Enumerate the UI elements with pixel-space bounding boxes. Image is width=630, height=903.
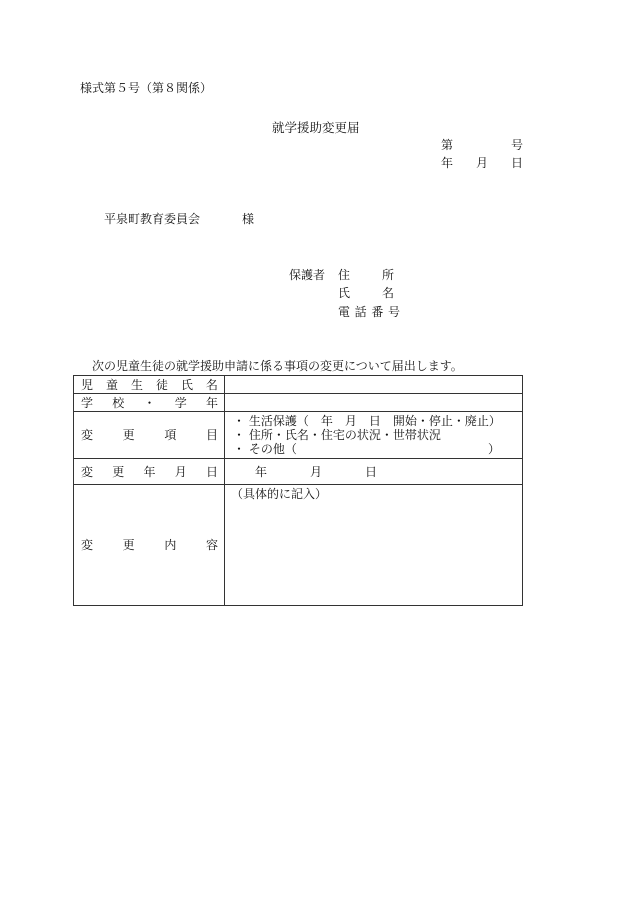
change-date-year: 年 — [255, 464, 268, 479]
addressee-honorific: 様 — [242, 212, 255, 226]
option-address-name-housing[interactable]: ・ 住所・氏名・住宅の状況・世帯状況 — [233, 428, 441, 442]
student-name-label — [74, 376, 225, 394]
label-char: 更 — [112, 464, 125, 479]
form-title: 就学援助変更届 — [272, 120, 360, 135]
label-char: 童 — [105, 377, 118, 392]
school-grade-label — [74, 394, 225, 412]
label-char: 変 — [81, 428, 94, 442]
document-number-line — [441, 138, 523, 152]
guardian-address-label — [338, 268, 394, 282]
change-form-table — [73, 375, 523, 606]
label-char: 項 — [164, 428, 177, 442]
number-suffix: 号 — [510, 138, 523, 152]
label-char: 内 — [164, 538, 177, 552]
change-content-label — [74, 485, 225, 606]
label-char: 月 — [174, 464, 187, 479]
label-char: 更 — [122, 428, 135, 442]
change-items-label — [74, 412, 225, 459]
label-char: 住 — [338, 268, 351, 282]
change-date-label — [74, 459, 225, 485]
label-char: 話 — [354, 305, 367, 319]
label-char: ・ — [143, 395, 156, 410]
school-grade-field[interactable] — [225, 394, 523, 412]
label-char: 学 — [81, 395, 94, 410]
label-char: 氏 — [338, 286, 351, 300]
option-other-close-paren: ） — [488, 442, 501, 456]
table-row-change-content — [74, 485, 523, 606]
guardian-name-label — [338, 286, 394, 300]
option-other-text: ・ その他（ — [233, 442, 297, 456]
guardian-label: 保護者 — [289, 268, 326, 282]
document-date-line — [441, 156, 523, 170]
date-year: 年 — [441, 156, 454, 170]
form-number: 様式第５号（第８関係） — [80, 81, 213, 95]
label-char: 児 — [81, 377, 94, 392]
label-char: 氏 — [180, 377, 193, 392]
table-row-student-name — [74, 376, 523, 394]
label-char: 学 — [174, 395, 187, 410]
number-prefix: 第 — [441, 138, 454, 152]
label-char: 生 — [130, 377, 143, 392]
table-row-change-date — [74, 459, 523, 485]
guardian-phone-label — [338, 305, 400, 319]
label-char: 徒 — [155, 377, 168, 392]
label-char: 更 — [122, 538, 135, 552]
label-char: 目 — [205, 428, 218, 442]
label-char: 年 — [205, 395, 218, 410]
label-char: 番 — [371, 305, 384, 319]
label-char: 容 — [205, 538, 218, 552]
label-char: 校 — [112, 395, 125, 410]
label-char: 変 — [81, 464, 94, 479]
table-row-change-items — [74, 412, 523, 459]
date-month: 月 — [475, 156, 488, 170]
option-other[interactable] — [225, 442, 522, 456]
change-content-field[interactable] — [225, 485, 523, 606]
table-row-school-grade — [74, 394, 523, 412]
label-char: 年 — [143, 464, 156, 479]
label-char: 名 — [381, 286, 394, 300]
label-char: 日 — [205, 464, 218, 479]
label-char: 電 — [338, 305, 351, 319]
change-date-month: 月 — [310, 464, 323, 479]
change-date-day: 日 — [365, 464, 378, 479]
option-welfare[interactable]: ・ 生活保護（ 年 月 日 開始・停止・廃止） — [233, 414, 501, 428]
date-day: 日 — [510, 156, 523, 170]
label-char: 号 — [387, 305, 400, 319]
addressee: 平泉町教育委員会 — [104, 212, 201, 226]
label-char: 名 — [205, 377, 218, 392]
change-items-options — [225, 412, 523, 459]
intro-text: 次の児童生徒の就学援助申請に係る事項の変更について届出します。 — [92, 359, 463, 373]
change-content-note: （具体的に記入） — [231, 487, 328, 501]
change-date-field[interactable] — [225, 459, 523, 485]
label-char: 変 — [81, 538, 94, 552]
student-name-field[interactable] — [225, 376, 523, 394]
label-char: 所 — [381, 268, 394, 282]
